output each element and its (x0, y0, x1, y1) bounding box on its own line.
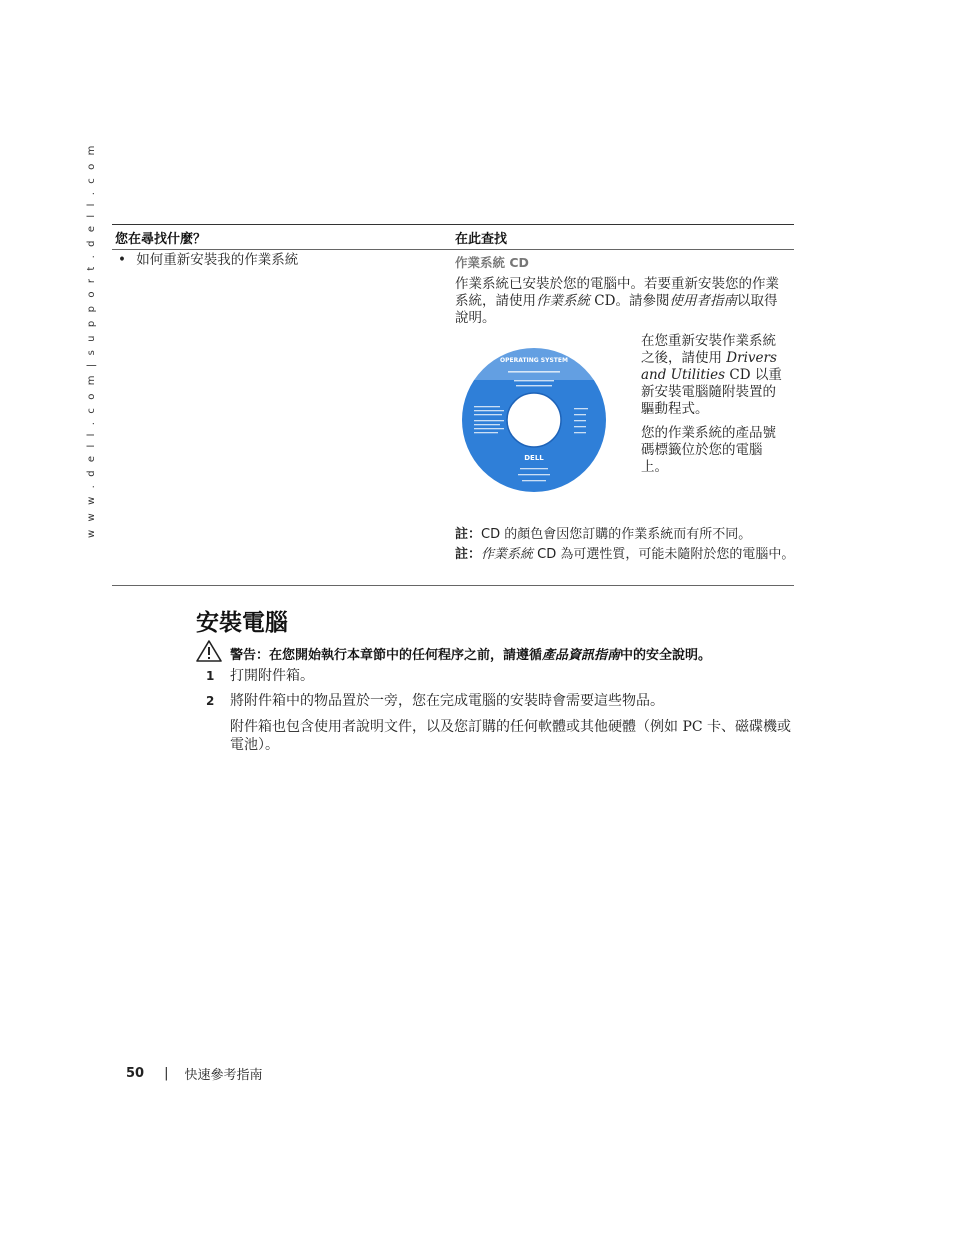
col1-header: 您在尋找什麼？ (115, 232, 207, 247)
warning-a: 在您開始執行本章節中的任何程序之前，請遵循 (269, 648, 543, 663)
side-url-text: w w w . d e l l . c o m | s u p p o r t . d e l l . c o m (86, 142, 98, 538)
step-2 (206, 692, 664, 710)
dell-logo: DELL (524, 454, 544, 462)
cd-description (455, 276, 785, 327)
side1-italic: Drivers and Utilities (641, 350, 777, 383)
note1-label: 註： (455, 527, 482, 542)
step-1 (206, 667, 314, 685)
footer-title: 快速參考指南 (184, 1068, 263, 1083)
step-1-text: 打開附件箱。 (230, 668, 314, 684)
section-title: 安裝電腦 (196, 610, 288, 636)
row-item-text: 如何重新安裝我的作業系統 (136, 252, 299, 268)
table-header-rule (112, 249, 794, 250)
table-top-rule (112, 224, 794, 225)
side1-b: CD 以重新安裝電腦隨附裝置的驅動程式。 (641, 367, 782, 417)
warning-italic: 產品資訊指南 (542, 648, 621, 663)
desc-a: 作業系統已安裝於您的電腦中。若要重新安裝您的作業系統，請使用 (455, 276, 779, 309)
desc-b: CD。請參閱 (590, 293, 670, 309)
step-2-text: 將附件箱中的物品置於一旁，您在完成電腦的安裝時會需要這些物品。 (230, 693, 664, 709)
side-url (84, 142, 100, 538)
desc-italic1: 作業系統 (536, 293, 590, 309)
warning-b: 中的安全說明。 (620, 648, 712, 663)
cd-image (462, 340, 606, 500)
note2-italic: 作業系統 (481, 547, 534, 562)
warning-label: 警告： (230, 648, 270, 663)
warning-callout (196, 640, 816, 663)
desc-c: 以取得說明。 (455, 293, 778, 326)
warning-icon (196, 640, 222, 662)
bullet: • (118, 252, 126, 268)
table-row-item (118, 252, 298, 269)
product-key-text: 您的作業系統的產品號碼標籤位於您的電腦上。 (641, 425, 776, 475)
note2-text: CD 為可選性質，可能未隨附於您的電腦中。 (533, 547, 795, 562)
note2-label: 註： (455, 547, 482, 562)
reinstall-drivers-text (641, 333, 785, 418)
note1-text: CD 的顏色會因您訂購的作業系統而有所不同。 (481, 527, 752, 542)
table-bottom-rule (112, 585, 794, 586)
page-number: 50 (126, 1066, 145, 1081)
warning-text (230, 644, 711, 663)
step-1-number: 1 (206, 669, 215, 683)
package-contents-paragraph: 附件箱也包含使用者說明文件，以及您訂購的任何軟體或其他硬體（例如 PC 卡、磁碟機或電池）。 (230, 719, 792, 753)
cd-label-text: OPERATING SYSTEM (500, 357, 568, 364)
desc-italic2: 使用者指南 (669, 293, 737, 309)
note-cd-color (455, 527, 795, 543)
step-2-number: 2 (206, 694, 215, 708)
cd-title: 作業系統 CD (455, 255, 529, 270)
col2-header: 在此查找 (455, 232, 508, 247)
side1-a: 在您重新安裝作業系統之後，請使用 (641, 333, 776, 366)
page-footer (126, 1064, 263, 1083)
note-cd-optional (455, 547, 795, 563)
footer-separator: | (164, 1066, 169, 1081)
